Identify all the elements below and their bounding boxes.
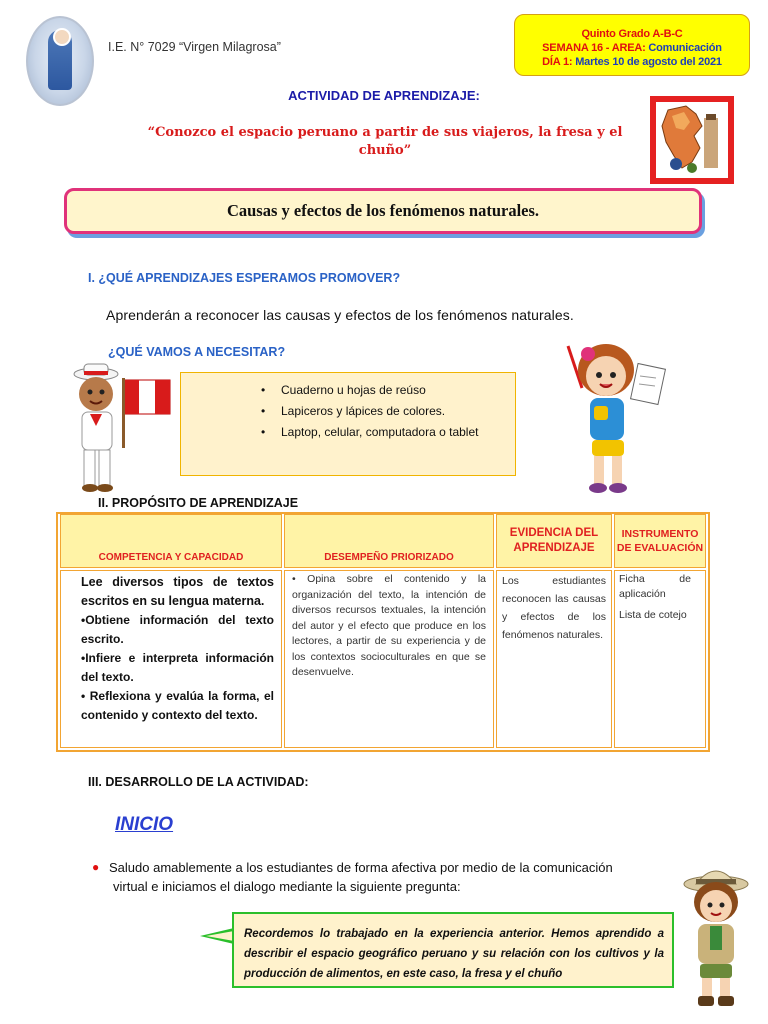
table-cell-desempeno: • Opina sobre el contenido y la organización del texto, la intención de diversos recursos textuales, la intención del autor y el efecto que produce en los lectores, a partir de su experiencia y de los contextos socioculturales en que se desenvuelve. xyxy=(284,570,494,748)
table-cell-competencia: Lee diversos tipos de textos escritos en su lengua materna. •Obtiene información del texto escrito. •Infiere e interpreta información del texto. • Reflexiona y evalúa la forma, el contenido y contexto del texto. xyxy=(60,570,282,748)
activity-title: ACTIVIDAD DE APRENDIZAJE: xyxy=(288,88,480,103)
list-item: • Laptop, celular, computadora o tablet xyxy=(261,425,479,439)
class-info-box xyxy=(514,14,750,76)
boy-with-flag-illustration xyxy=(64,360,174,496)
girl-with-notebook-illustration xyxy=(560,336,672,496)
section3-heading: III. DESARROLLO DE LA ACTIVIDAD: xyxy=(88,775,309,789)
table-cell-evidencia: Los estudiantes reconocen las causas y efectos de los fenómenos naturales. xyxy=(496,570,612,748)
greeting-paragraph: Saludo amablemente a los estudiantes de forma afectiva por medio de la comunicación virtual e iniciamos el dialogo mediante la siguiente pregunta: xyxy=(109,860,613,894)
list-item: • Cuaderno u hojas de reúso xyxy=(261,383,426,397)
explorer-girl-illustration xyxy=(676,862,758,1010)
table-header-instrumento: INSTRUMENTO DE EVALUACIÓN xyxy=(614,514,706,568)
table-header-evidencia: EVIDENCIA DEL APRENDIZAJE xyxy=(496,514,612,568)
grade-label: Quinto Grado A-B-C xyxy=(581,28,683,40)
school-name: I.E. N° 7029 “Virgen Milagrosa” xyxy=(108,40,281,54)
table-header-competencia: COMPETENCIA Y CAPACIDAD xyxy=(60,514,282,568)
materials-list xyxy=(261,380,478,443)
need-heading: ¿QUÉ VAMOS A NECESITAR? xyxy=(108,345,286,359)
table-cell-instrumento: Ficha de aplicación Lista de cotejo xyxy=(614,570,706,748)
topic-banner: Causas y efectos de los fenómenos naturales. xyxy=(64,188,702,234)
section1-heading: I. ¿QUÉ APRENDIZAJES ESPERAMOS PROMOVER? xyxy=(88,271,401,285)
materials-box xyxy=(180,372,516,476)
speech-bubble-tail-inner xyxy=(206,931,234,941)
activity-subtitle: “Conozco el espacio peruano a partir de sus viajeros, la fresa y el chuño” xyxy=(147,125,623,158)
bullet-icon: ● xyxy=(92,860,100,874)
day-line: DÍA 1: Martes 10 de agosto del 2021 xyxy=(542,56,722,68)
section2-heading: II. PROPÓSITO DE APRENDIZAJE xyxy=(98,496,299,510)
peru-map-image xyxy=(650,96,734,184)
list-item: • Lapiceros y lápices de colores. xyxy=(261,404,446,418)
learning-statement: Aprenderán a reconocer las causas y efectos de los fenómenos naturales. xyxy=(106,307,574,323)
inicio-heading: INICIO xyxy=(115,814,174,835)
week-area-line: SEMANA 16 - AREA: Comunicación xyxy=(542,42,722,54)
table-header-desempeno: DESEMPEÑO PRIORIZADO xyxy=(284,514,494,568)
speech-bubble: Recordemos lo trabajado en la experiencia anterior. Hemos aprendido a describir el espacio geográfico peruano y su relación con los cultivos y la producción de alimentos, en este caso, la fresa y el chuño xyxy=(232,912,674,988)
